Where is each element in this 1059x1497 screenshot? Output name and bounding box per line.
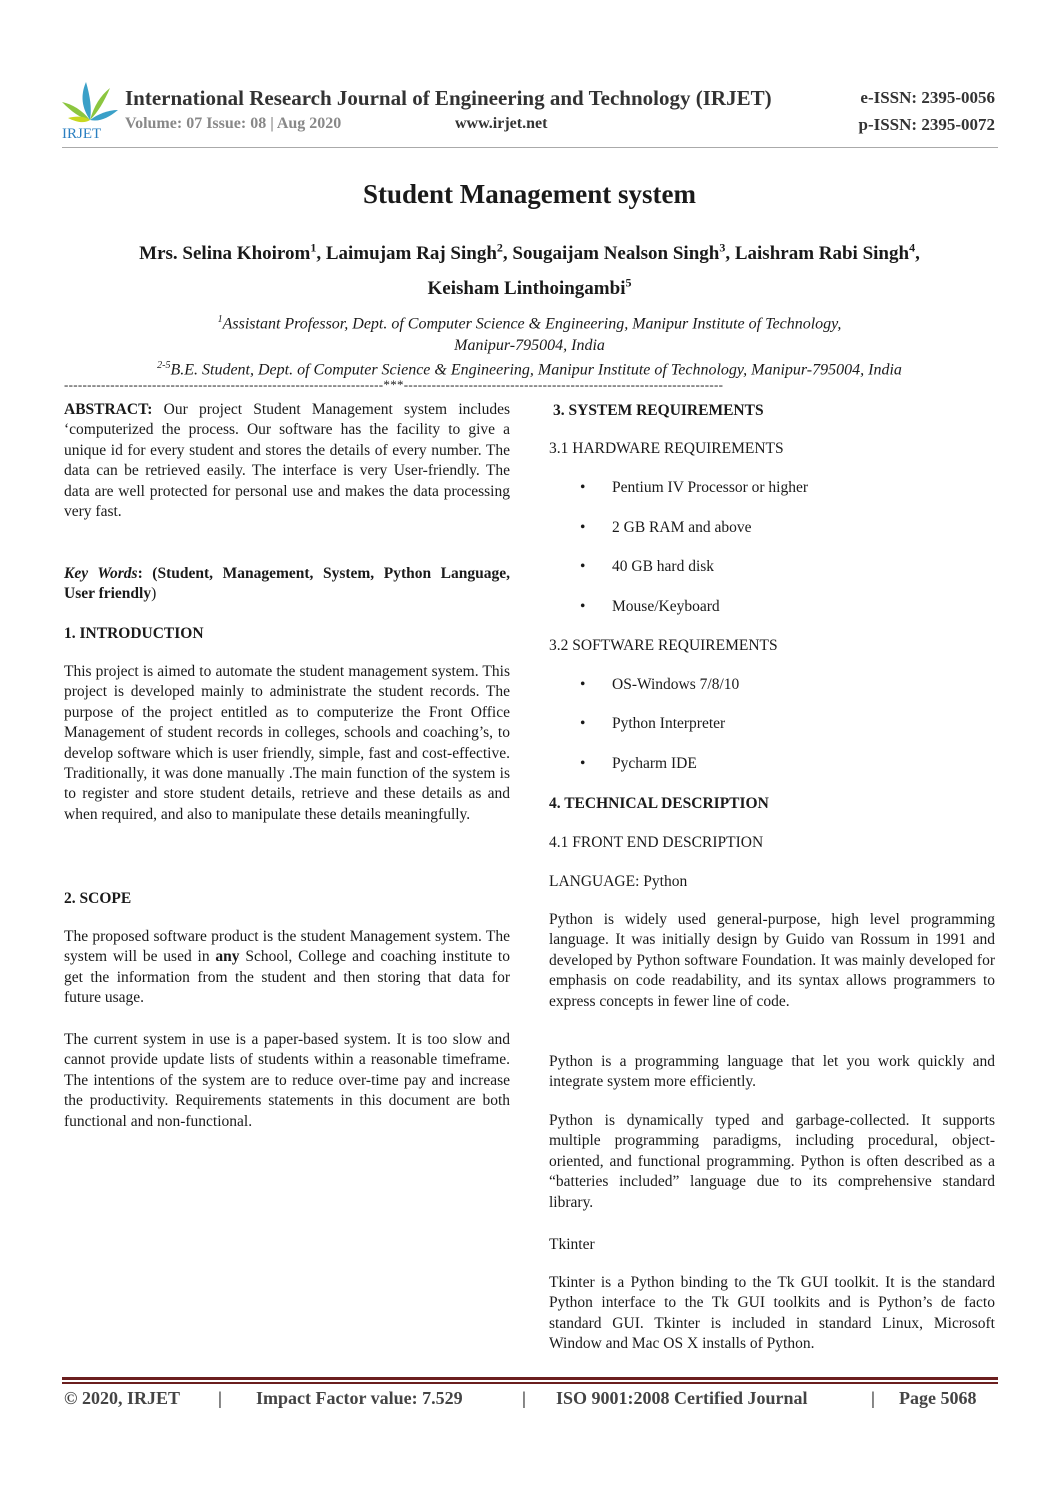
bullet-icon: • bbox=[580, 676, 586, 693]
journal-website-link[interactable]: www.irjet.net bbox=[455, 115, 548, 132]
heading-tkinter: Tkinter bbox=[549, 1236, 595, 1253]
list-item: • 2 GB RAM and above bbox=[580, 519, 752, 536]
author: Laimujam Raj Singh$^2$, bbox=[325, 241, 513, 265]
abstract: ABSTRACT: Our project Student Management system includes ‘computerized the process. Our software has the facility to give a unique id for every student and stores the details of every number. The data can be retrieved easily. The interface is very User-friendly. The data are well protected for personal use and makes the data processing very fast. bbox=[64, 401, 510, 521]
irjet-logo bbox=[60, 78, 120, 140]
footer-impact-factor: Impact Factor value: 7.529 bbox=[256, 1388, 463, 1408]
footer-page-number: Page 5068 bbox=[899, 1388, 977, 1408]
python-paragraph-3: Python is dynamically typed and garbage-collected. It supports multiple programming paradigms, including procedural, object-oriented, and functional programming. Python is often described as a “batteries included” language due to its comprehensive standard library. bbox=[549, 1112, 995, 1211]
author: Sougaijam Nealson Singh$^3$, bbox=[512, 241, 735, 265]
language-label: LANGUAGE: Python bbox=[549, 873, 688, 890]
scope-paragraph-2: The current system in use is a paper-based system. It is too slow and cannot provide update lists of students within a reasonable timeframe. The intentions of the system are to reduce over-time pay and increase the productivity. Requirements statements in this document are both functional and non-functional. bbox=[64, 1031, 510, 1130]
logo-text: IRJET bbox=[62, 126, 102, 140]
list-item: • Mouse/Keyboard bbox=[580, 598, 720, 615]
header-divider bbox=[62, 147, 998, 148]
heading-technical-description: 4. TECHNICAL DESCRIPTION bbox=[549, 795, 769, 812]
tkinter-paragraph: Tkinter is a Python binding to the Tk GUI toolkit. It is the standard Python interface to the Tk GUI toolkits and is Python’s de facto standard GUI. Tkinter is included in standard Linux, Microsoft Window and Mac OS X installs of Python. bbox=[549, 1274, 995, 1353]
footer-rule bbox=[62, 1382, 998, 1384]
list-item: • OS-Windows 7/8/10 bbox=[580, 676, 740, 693]
heading-hardware: 3.1 HARDWARE REQUIREMENTS bbox=[549, 440, 784, 457]
heading-front-end: 4.1 FRONT END DESCRIPTION bbox=[549, 834, 764, 851]
bullet-icon: • bbox=[580, 519, 586, 536]
heading-software: 3.2 SOFTWARE REQUIREMENTS bbox=[549, 637, 778, 654]
affiliation-1: $^1$Assistant Professor, Dept. of Computer Science & Engineering, Manipur Institute of Technology, Manipur-795004, India bbox=[217, 314, 842, 355]
footer-divider: | bbox=[522, 1388, 526, 1408]
list-item: • Pycharm IDE bbox=[580, 755, 697, 772]
author: Laishram Rabi Singh$^4$, bbox=[734, 241, 920, 265]
list-item: • Pentium IV Processor or higher bbox=[580, 479, 809, 496]
python-paragraph-2: Python is a programming language that let you work quickly and integrate system more efficiently. bbox=[549, 1053, 995, 1091]
section-separator: ---------------------------------------------------------------------***--------------------------------------------------------------------- bbox=[64, 377, 724, 392]
python-paragraph-1: Python is widely used general-purpose, high level programming language. It was initially design by Guido van Rossum in 1991 and developed by Python software Foundation. It was mainly developed for emphasis on code readability, and its syntax allows programmers to express concepts in fewer line of code. bbox=[549, 911, 995, 1010]
footer-divider: | bbox=[218, 1388, 222, 1408]
footer-copyright: © 2020, IRJET bbox=[64, 1388, 180, 1408]
bullet-icon: • bbox=[580, 479, 586, 496]
keywords: Key Words: (Student, Management, System, Python Language, User friendly) bbox=[64, 565, 510, 603]
heading-introduction: 1. INTRODUCTION bbox=[64, 625, 204, 642]
bullet-icon: • bbox=[580, 598, 586, 615]
footer-rule bbox=[62, 1377, 998, 1380]
volume-info: Volume: 07 Issue: 08 | Aug 2020 bbox=[125, 115, 342, 132]
author: Keisham Linthoingambi$^5$ bbox=[427, 275, 632, 299]
footer-divider: | bbox=[871, 1388, 875, 1408]
heading-scope: 2. SCOPE bbox=[64, 890, 132, 907]
author: Mrs. Selina Khoirom$^1$, bbox=[139, 241, 326, 265]
bullet-icon: • bbox=[580, 715, 586, 732]
introduction-paragraph: This project is aimed to automate the student management system. This project is developed mainly to administrate the student records. The purpose of the project entitled as to computerize the Front Office Management of student records in colleges, schools and coaching’s, to develop software which is user friendly, simple, fast and cost-effective. Traditionally, it was done manually .The main function of the system is to register and store student details, retrieve and these details as and when required, and also to manipulate these details meaningfully. bbox=[64, 663, 510, 823]
list-item: • Python Interpreter bbox=[580, 715, 726, 732]
footer-iso: ISO 9001:2008 Certified Journal bbox=[556, 1388, 808, 1408]
heading-system-requirements: 3. SYSTEM REQUIREMENTS bbox=[553, 402, 764, 419]
bullet-icon: • bbox=[580, 558, 586, 575]
p-issn: p-ISSN: 2395-0072 bbox=[858, 115, 995, 134]
affiliation-2: $^{2-5}$B.E. Student, Dept. of Computer Science & Engineering, Manipur Institute of Technology, Manipur-795004, India bbox=[157, 360, 902, 379]
e-issn: e-ISSN: 2395-0056 bbox=[860, 88, 995, 107]
author-list bbox=[64, 234, 995, 303]
journal-name: International Research Journal of Engineering and Technology (IRJET) bbox=[125, 86, 772, 110]
bullet-icon: • bbox=[580, 755, 586, 772]
list-item: • 40 GB hard disk bbox=[580, 558, 715, 575]
scope-paragraph-1: The proposed software product is the student Management system. The system will be used in any School, College and coaching institute to get the information from the student and then storing that data for future usage. bbox=[64, 928, 510, 1007]
paper-title: Student Management system bbox=[363, 179, 696, 209]
